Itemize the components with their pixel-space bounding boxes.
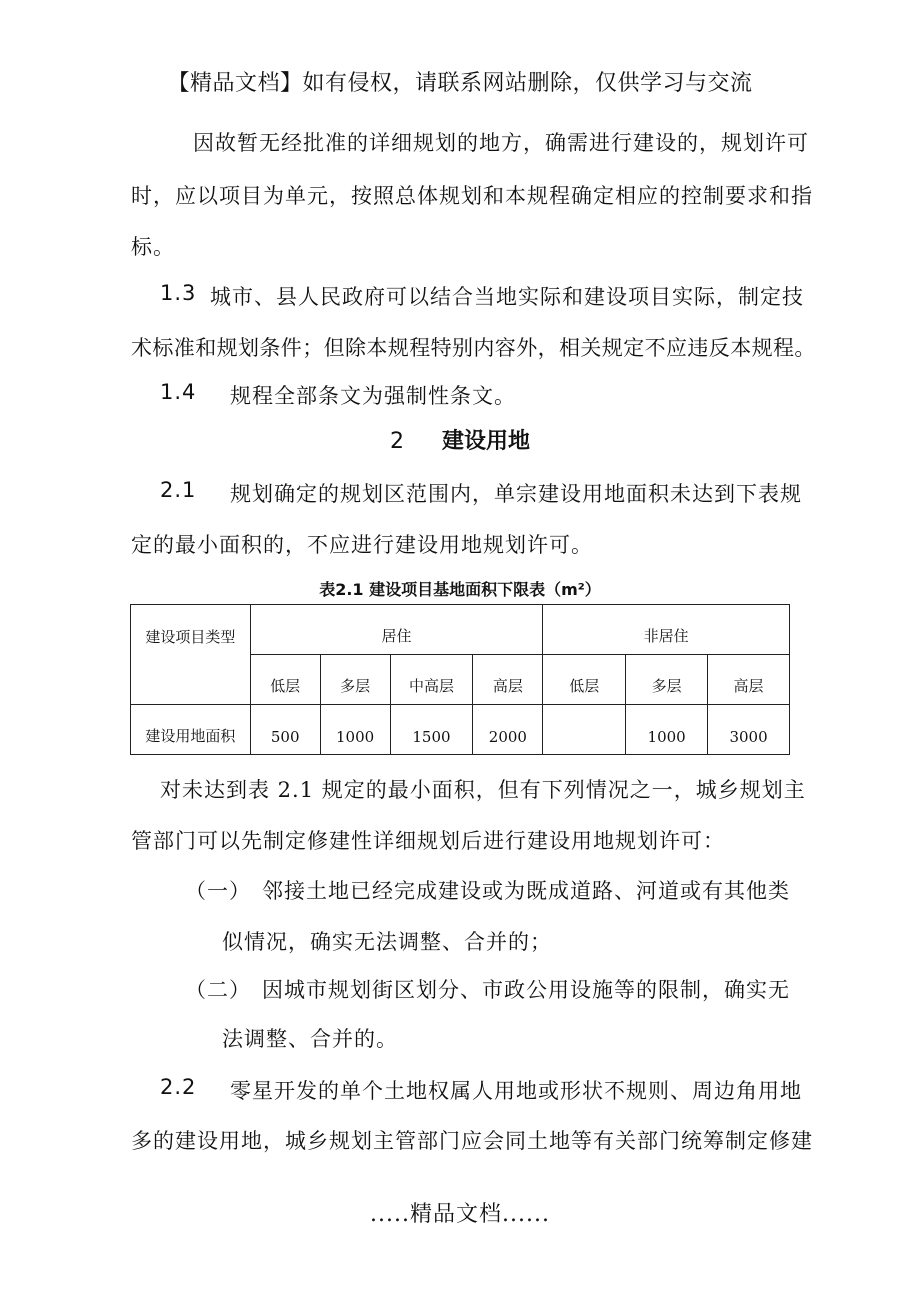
clause-text: 规程全部条文为强制性条文。 — [230, 384, 516, 408]
table-caption: 表2.1 建设项目基地面积下限表（m²） — [319, 580, 601, 599]
table-cell-subheader: 高层 — [473, 655, 543, 705]
list-item-text: 邻接土地已经完成建设或为既成道路、河道或有其他类 — [262, 879, 790, 903]
table-row — [131, 655, 790, 705]
table-cell-subheader: 高层 — [708, 655, 790, 705]
list-item-label: （一） — [185, 879, 251, 903]
list-item-text: 似情况，确实无法调整、合并的； — [222, 930, 552, 954]
clause-text: 城市、县人民政府可以结合当地实际和建设项目实际，制定技 — [210, 285, 804, 309]
paragraph-line: 因故暂无经批准的详细规划的地方，确需进行建设的，规划许可 — [193, 131, 809, 155]
list-item-text: 法调整、合并的。 — [222, 1027, 398, 1051]
clause-text: 定的最小面积的，不应进行建设用地规划许可。 — [131, 533, 593, 557]
section-title: 建设用地 — [441, 429, 530, 454]
table-cell-subheader: 低层 — [543, 655, 626, 705]
table-cell-value: 1000 — [626, 705, 708, 755]
section-heading — [0, 424, 920, 455]
paragraph-line: 管部门可以先制定修建性详细规划后进行建设用地规划许可： — [131, 829, 725, 853]
table-row — [131, 605, 790, 655]
section-number: 2 — [389, 429, 404, 454]
clause-number: 1.3 — [160, 281, 197, 305]
clause-number: 2.2 — [160, 1075, 197, 1099]
table-cell-empty — [131, 655, 251, 705]
clause-text: 零星开发的单个土地权属人用地或形状不规则、周边角用地 — [230, 1079, 802, 1103]
table-cell-value — [543, 705, 626, 755]
table-cell-type-label: 建设项目类型 — [131, 605, 251, 655]
clause-number: 2.1 — [160, 478, 197, 502]
clause-text: 规划确定的规划区范围内，单宗建设用地面积未达到下表规 — [230, 482, 802, 506]
table-cell-subheader: 多层 — [626, 655, 708, 705]
table-cell-subheader: 中高层 — [390, 655, 473, 705]
clause-number: 1.4 — [160, 380, 197, 404]
land-area-table — [130, 604, 790, 755]
list-item-label: （二） — [185, 978, 251, 1002]
clause-text: 术标准和规划条件；但除本规程特别内容外，相关规定不应违反本规程。 — [131, 336, 816, 360]
table-row — [131, 705, 790, 755]
document-header-notice: 【精品文档】如有侵权，请联系网站删除，仅供学习与交流 — [167, 71, 753, 96]
table-cell-value: 2000 — [473, 705, 543, 755]
table-cell-value: 1500 — [390, 705, 473, 755]
table-cell-value: 500 — [250, 705, 320, 755]
clause-text: 多的建设用地，城乡规划主管部门应会同土地等有关部门统筹制定修建 — [131, 1129, 813, 1153]
table-cell-value: 3000 — [708, 705, 790, 755]
table-cell-subheader: 低层 — [250, 655, 320, 705]
list-item-text: 因城市规划街区划分、市政公用设施等的限制，确实无 — [262, 978, 790, 1002]
paragraph-line: 时，应以项目为单元，按照总体规划和本规程确定相应的控制要求和指 — [131, 184, 813, 208]
paragraph-line: 标。 — [131, 235, 175, 259]
table-cell-nonresidential: 非居住 — [543, 605, 790, 655]
paragraph-line: 对未达到表 2.1 规定的最小面积，但有下列情况之一，城乡规划主 — [160, 778, 806, 802]
table-cell-row-label: 建设用地面积 — [131, 705, 251, 755]
document-footer: .....精品文档...... — [370, 1202, 550, 1227]
table-cell-subheader: 多层 — [320, 655, 390, 705]
table-cell-value: 1000 — [320, 705, 390, 755]
table-cell-residential: 居住 — [250, 605, 543, 655]
